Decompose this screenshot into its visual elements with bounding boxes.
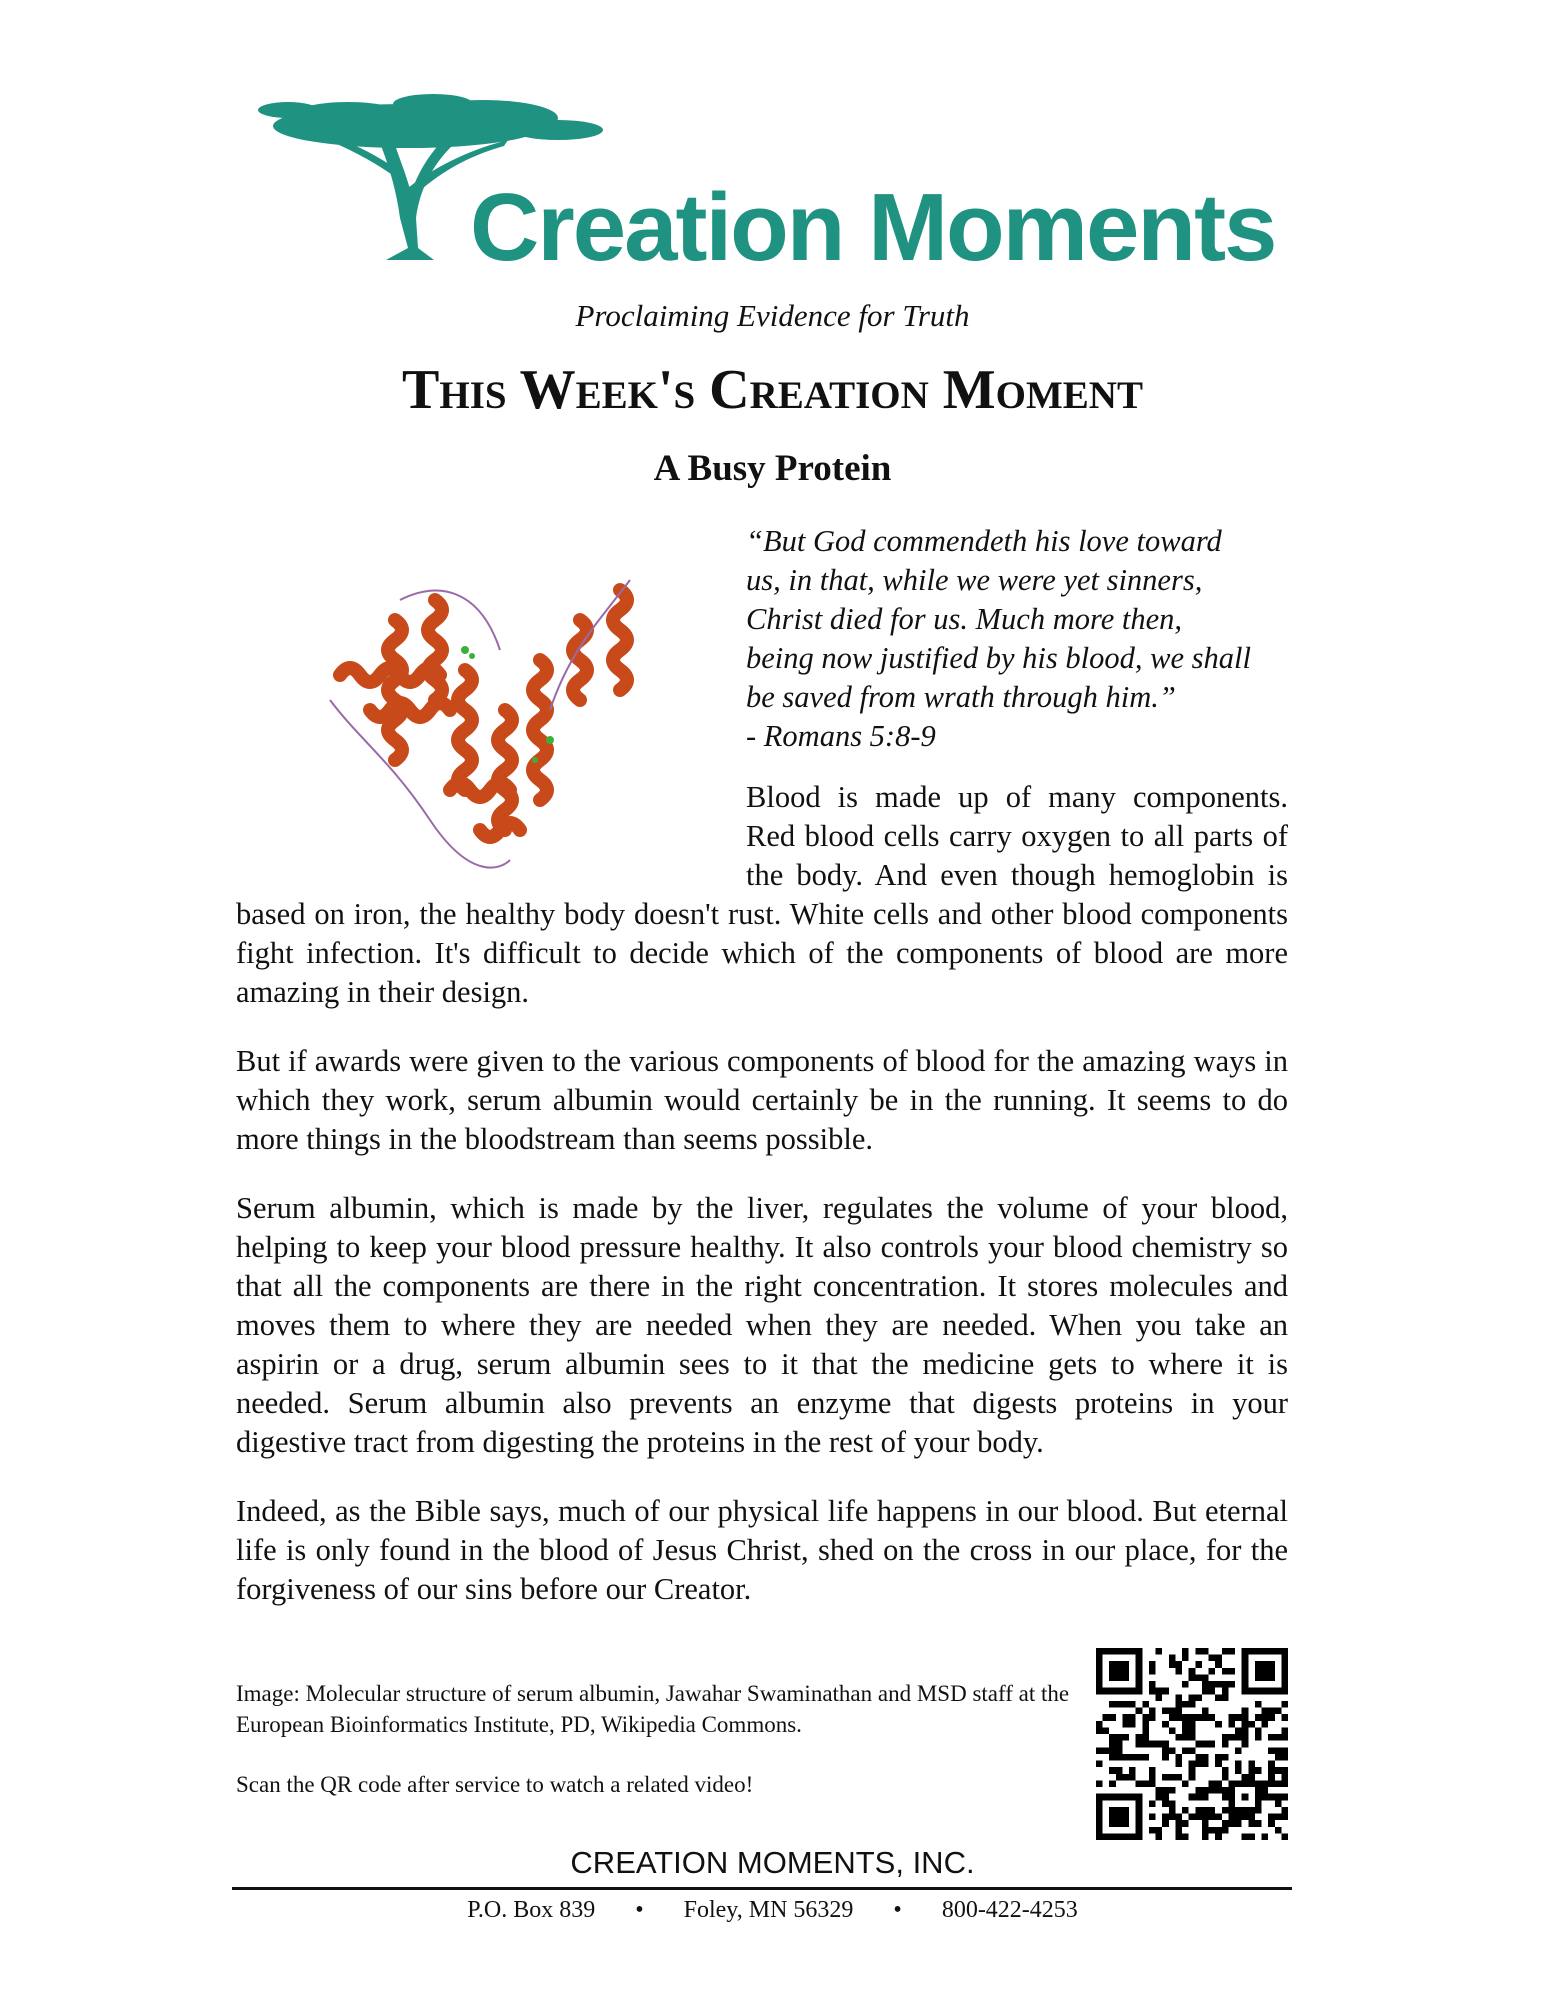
- divider: [232, 1887, 1292, 1890]
- company-name: CREATION MOMENTS, INC.: [570, 1845, 975, 1880]
- phone: 800-422-4253: [941, 1897, 1078, 1923]
- article-paragraph: Blood is made up of many components. Red blood cells carry oxygen to all parts of the body. And even though hemoglobin is based on iron, the healthy body doesn't rust. White cells and other blood components fight infection. It's difficult to decide which of the components of blood are more amazing in their design.: [236, 780, 1288, 1009]
- article-paragraph: But if awards were given to the various components of blood for the amazing ways in which they work, serum albumin would certainly be in the running. It seems to do more things in the bloodstream than seems possible.: [236, 1044, 1288, 1156]
- article-paragraph: Serum albumin, which is made by the liver, regulates the volume of your blood, helping to keep your blood pressure healthy. It also controls your blood chemistry so that all the components are there in the right concentration. It stores molecules and moves them to where they are needed when they are needed. When you take an aspirin or a drug, serum albumin sees to it that the medicine gets to where it is needed. Serum albumin also prevents an enzyme that digests proteins in your digestive tract from digesting the proteins in the rest of your body.: [236, 1191, 1288, 1459]
- separator: •: [635, 1897, 644, 1923]
- logo: [258, 88, 1276, 281]
- city: Foley, MN 56329: [683, 1897, 854, 1923]
- contact-line: [0, 1897, 1545, 1924]
- tagline: Proclaiming Evidence for Truth: [575, 298, 970, 333]
- brand-name: Creation Moments: [470, 174, 1276, 281]
- scan-note: Scan the QR code after service to watch a related video!: [236, 1772, 754, 1797]
- separator: •: [893, 1897, 902, 1923]
- verse-line: us, in that, while we were yet sinners,: [746, 563, 1203, 597]
- verse-line: be saved from wrath through him.”: [746, 680, 1176, 714]
- verse-line: being now justified by his blood, we shall: [746, 641, 1251, 675]
- qr-code[interactable]: [1096, 1648, 1288, 1840]
- article-body: [236, 522, 1288, 1639]
- po-box: P.O. Box 839: [467, 1897, 596, 1923]
- article-paragraph: Indeed, as the Bible says, much of our physical life happens in our blood. But eternal life is only found in the blood of Jesus Christ, shed on the cross in our place, for the forgiveness of our sins before our Creator.: [236, 1494, 1288, 1606]
- image-credit: Image: Molecular structure of serum albumin, Jawahar Swaminathan and MSD staff at the European Bioinformatics Institute, PD, Wikipedia Commons.: [236, 1681, 1070, 1737]
- verse-line: Christ died for us. Much more then,: [746, 602, 1183, 636]
- verse-line: “But God commendeth his love toward: [746, 524, 1222, 558]
- verse-reference: - Romans 5:8-9: [746, 719, 936, 753]
- article-title: A Busy Protein: [653, 448, 892, 489]
- page-headline: This Week's Creation Moment: [402, 359, 1143, 421]
